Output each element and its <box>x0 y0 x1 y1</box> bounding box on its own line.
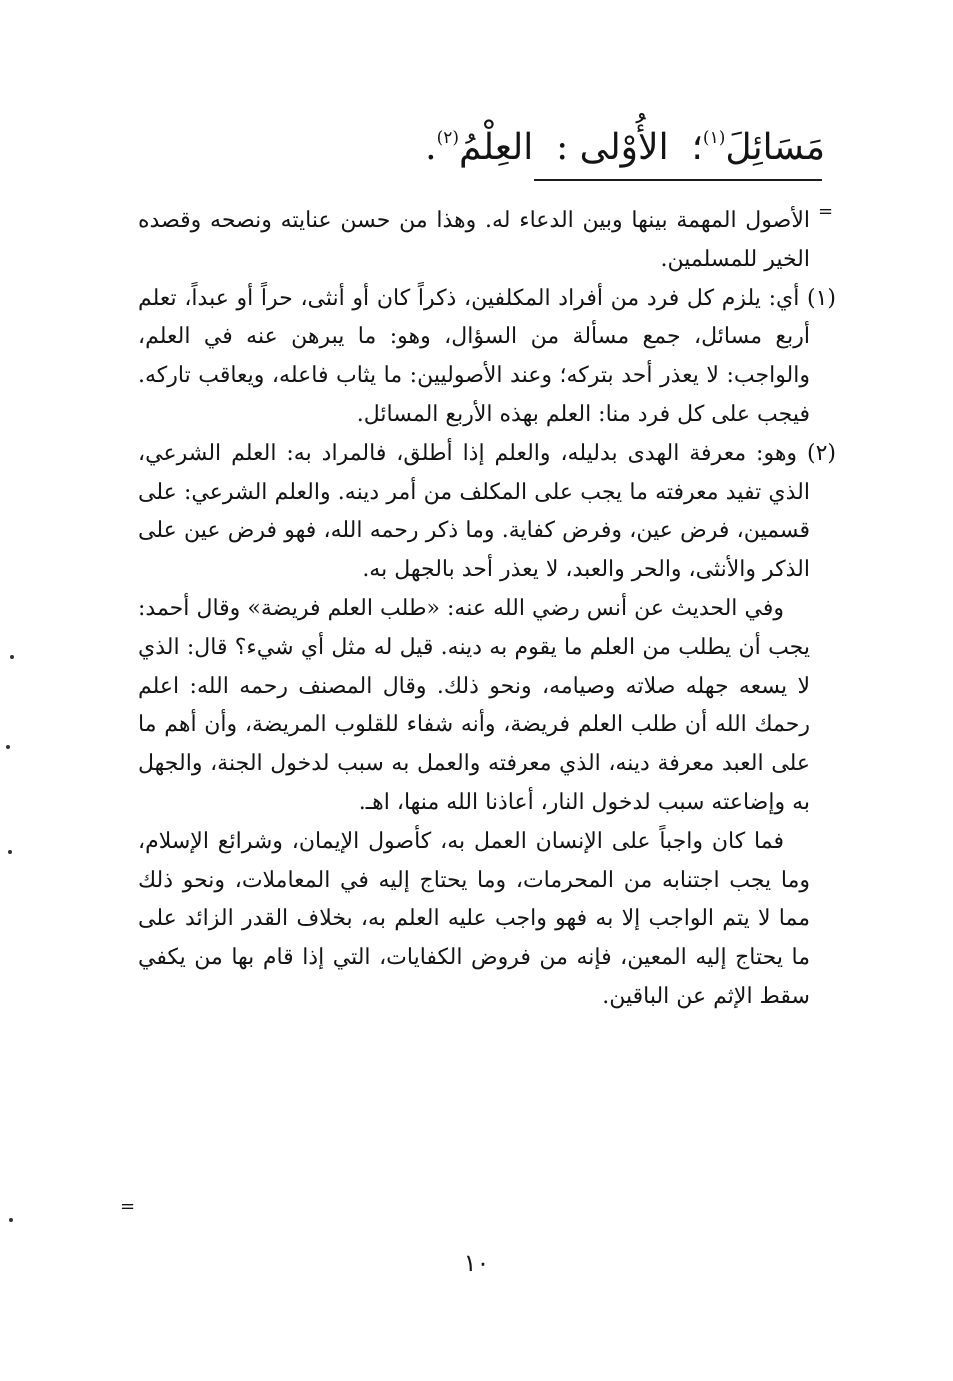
footnote-1: (١) أي: يلزم كل فرد من أفراد المكلفين، ذكراً كان أو أنثى، حراً أو عبداً، تعلم أربع مسائل، جمع مسألة من السؤال، وهو: ما يبرهن عنه في العلم، والواجب: لا يعذر أحد بتركه؛ وعند الأصوليين: ما يثاب فاعله، ويعاقب تاركه. فيجب على كل فرد منا: العلم بهذه الأربع المسائل. <box>138 285 836 427</box>
continued-mark-bottom: = <box>120 1196 136 1217</box>
heading-word-knowledge: العِلْمُ <box>459 127 534 168</box>
page-number: ١٠ <box>463 1249 490 1277</box>
heading-word-masail: مَسَائِلَ <box>725 127 825 168</box>
footnote-2-paragraph-hadith: وفي الحديث عن أنس رضي الله عنه: «طلب العلم فريضة» وقال أحمد: يجب أن يطلب من العلم ما يقوم به دينه. قيل له مثل أي شيء؟ قال: الذي لا يسعه جهله صلاته وصيامه، ونحو ذلك. وقال المصنف رحمه الله: اعلم رحمك الله أن طلب العلم فريضة، وأنه شفاء للقلوب المريضة، وأن أهم ما على العبد معرفة دينه، الذي معرفته والعمل به سبب لدخول الجنة، والجهل به وإضاعته سبب لدخول النار، أعاذنا الله منها، اهـ. <box>138 595 810 815</box>
heading-word-first: الأُوْلى : <box>556 127 669 168</box>
continued-mark-top: = <box>818 201 834 222</box>
heading-end: . <box>425 127 437 168</box>
chapter-heading <box>425 108 825 178</box>
footnotes-block <box>138 202 836 1017</box>
margin-speck <box>10 655 14 659</box>
footnote-2: (٢) وهو: معرفة الهدى بدليله، والعلم إذا أطلق، فالمراد به: العلم الشرعي، الذي تفيد معرفته ما يجب على المكلف من أمر دينه. والعلم الشرعي: على قسمين، فرض عين، وفرض كفاية. وما ذكر رحمه الله، فهو فرض عين على الذكر والأنثى، والحر والعبد، لا يعذر أحد بالجهل به. <box>138 440 836 583</box>
heading-separator: ؛ <box>691 127 703 168</box>
footnote-ref-2[interactable]: (٢) <box>436 128 459 148</box>
footnote-2-paragraph-obligation: فما كان واجباً على الإنسان العمل به، كأصول الإيمان، وشرائع الإسلام، وما يجب اجتنابه من المحرمات، وما يحتاج إليه في المعاملات، ونحو ذلك مما لا يتم الواجب إلا به فهو واجب عليه العلم به، بخلاف القدر الزائد على ما يحتاج إليه المعين، فإنه من فروض الكفايات، التي إذا قام بها من يكفي سقط الإثم عن الباقين. <box>138 828 810 1009</box>
margin-speck <box>8 850 12 854</box>
margin-speck <box>9 1218 13 1222</box>
footnote-continuation: الأصول المهمة بينها وبين الدعاء له. وهذا من حسن عنايته ونصحه وقصده الخير للمسلمين. <box>138 208 810 272</box>
margin-speck <box>6 745 10 749</box>
footnote-ref-1[interactable]: (١) <box>702 128 726 148</box>
footnote-separator-rule <box>534 179 822 181</box>
